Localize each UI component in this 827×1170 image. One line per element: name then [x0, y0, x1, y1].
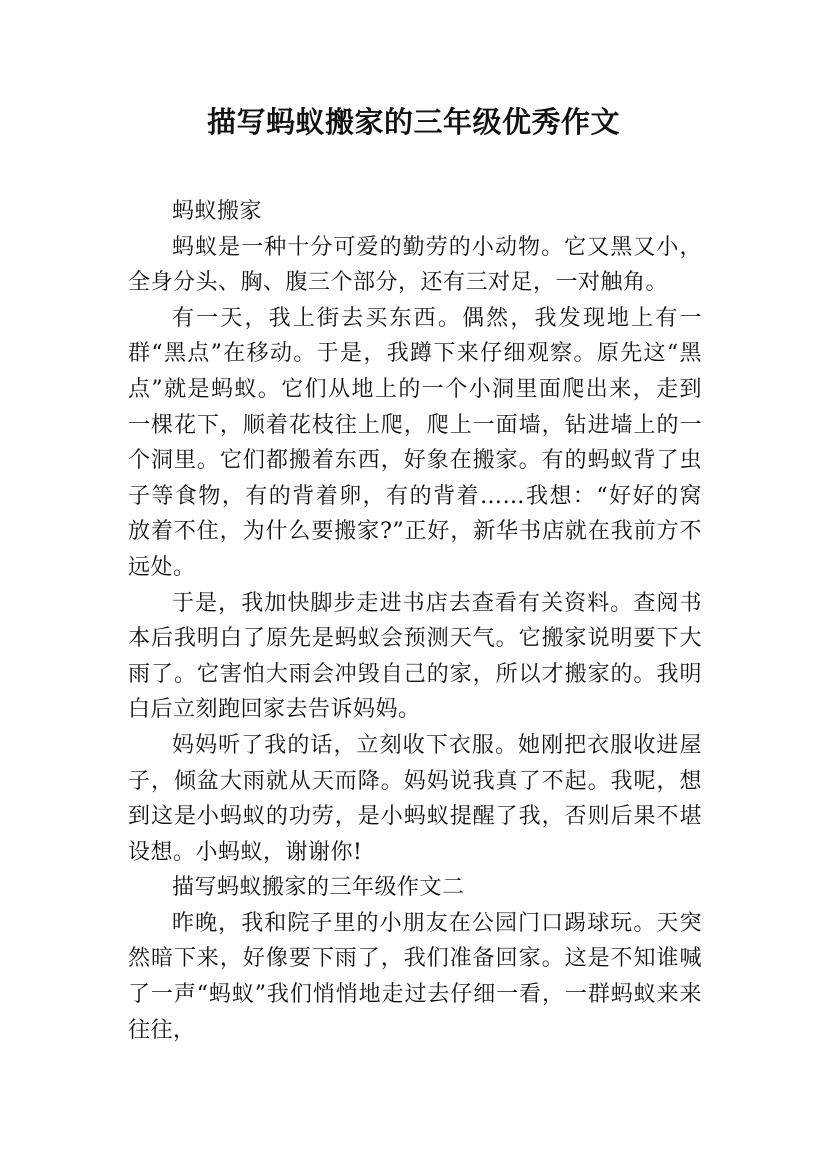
paragraph-1: 蚂蚁是一种十分可爱的勤劳的小动物。它又黑又小，全身分头、胸、腹三个部分，还有三对足，一对触角。 — [128, 234, 702, 296]
document-title: 描写蚂蚁搬家的三年级优秀作文 — [206, 105, 620, 139]
document-body — [128, 194, 702, 1048]
paragraph-2: 有一天，我上街去买东西。偶然，我发现地上有一群“黑点”在移动。于是，我蹲下来仔细观察。原先这“黑点”就是蚂蚁。它们从地上的一个小洞里面爬出来，走到一棵花下，顺着花枝往上爬，爬上一面墙，钻进墙上的一个洞里。它们都搬着东西，好象在搬家。有的蚂蚁背了虫子等食物，有的背着卵，有的背着……我想：“好好的窝放着不住，为什么要搬家?”正好，新华书店就在我前方不远处。 — [128, 305, 702, 580]
section-heading-1: 蚂蚁搬家 — [172, 199, 263, 224]
section-heading-2: 描写蚂蚁搬家的三年级作文二 — [172, 875, 465, 901]
paragraph-3: 于是，我加快脚步走进书店去查看有关资料。查阅书本后我明白了原先是蚂蚁会预测天气。它搬家说明要下大雨了。它害怕大雨会冲毁自己的家，所以才搬家的。我明白后立刻跑回家去告诉妈妈。 — [128, 590, 702, 723]
paragraph-5: 昨晚，我和院子里的小朋友在公园门口踢球玩。天突然暗下来，好像要下雨了，我们准备回家。这是不知谁喊了一声“蚂蚁”我们悄悄地走过去仔细一看，一群蚂蚁来来往往， — [128, 910, 702, 1043]
paragraph-4: 妈妈听了我的话，立刻收下衣服。她刚把衣服收进屋子，倾盆大雨就从天而降。妈妈说我真了不起。我呢，想到这是小蚂蚁的功劳，是小蚂蚁提醒了我，否则后果不堪设想。小蚂蚁，谢谢你! — [128, 732, 702, 865]
